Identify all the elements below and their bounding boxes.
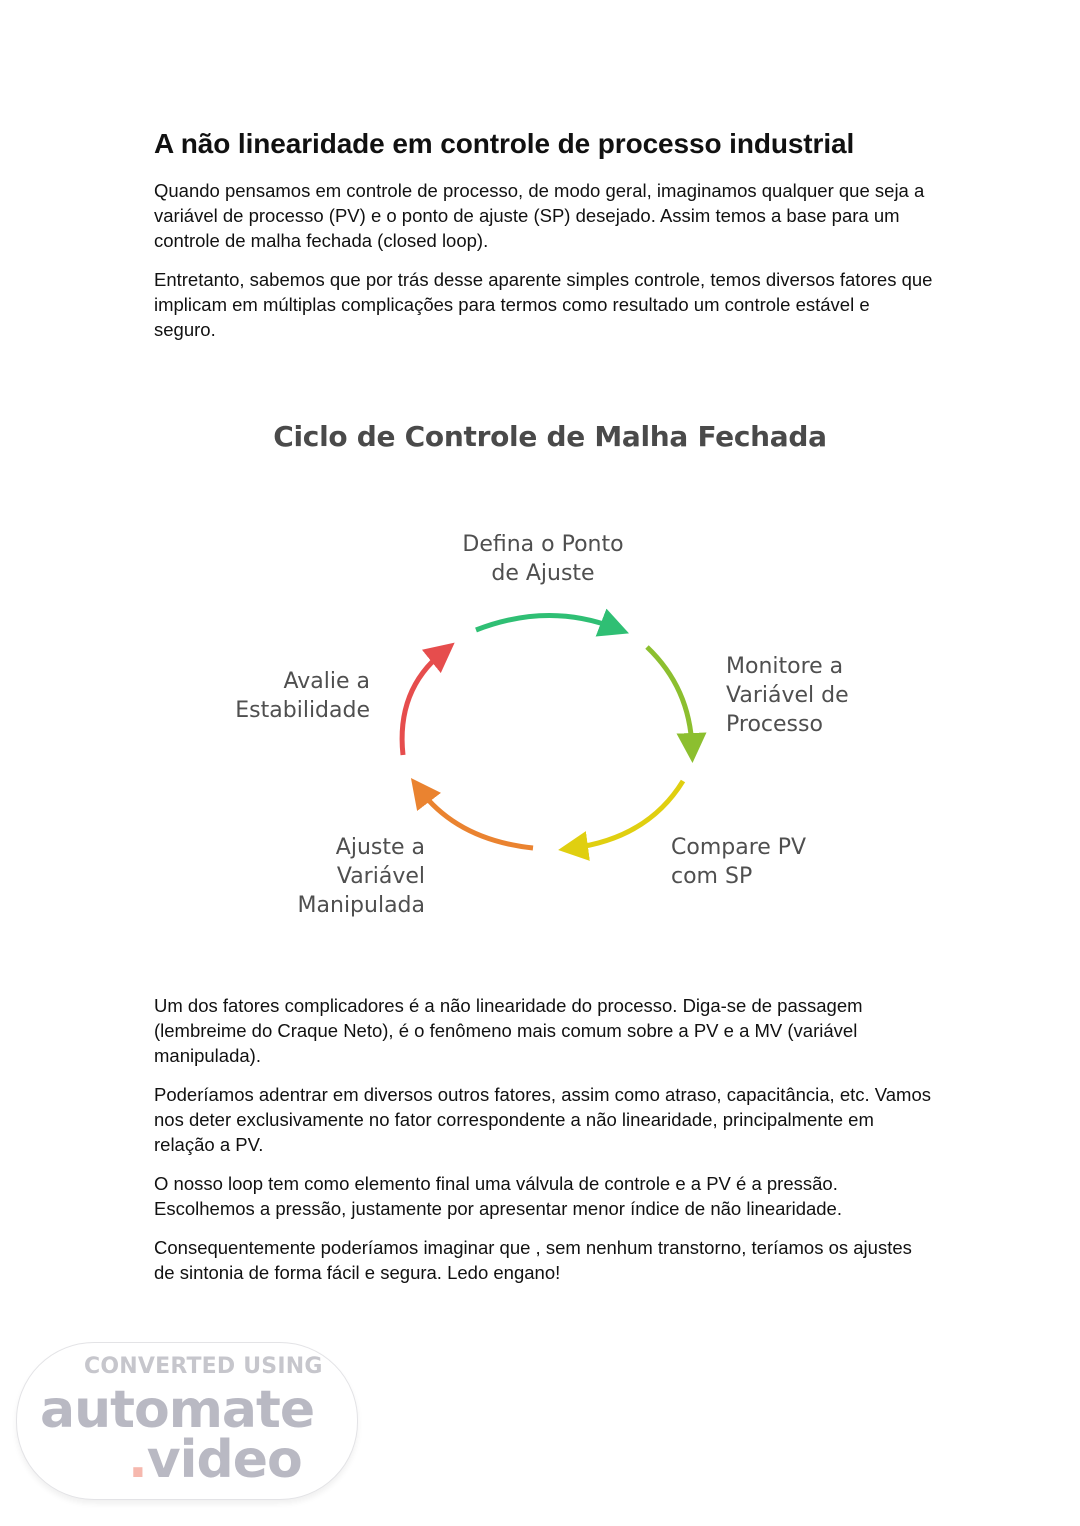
cycle-arrows (0, 380, 1080, 960)
intro-paragraph-1: Quando pensamos em controle de processo, de modo geral, imaginamos qualquer que seja a variável de processo (PV) e o ponto de ajuste (SP) desejado. Assim temos a base para um controle de malha fechada (closed loop). (154, 180, 925, 251)
watermark-dot: . (128, 1430, 147, 1490)
step-label-compare-pv-sp: Compare PV com SP (671, 835, 807, 889)
watermark-video-text (128, 1430, 302, 1490)
body-paragraph-2: Poderíamos adentrar em diversos outros fatores, assim como atraso, capacitância, etc. Vamos nos deter exclusivamente no fator correspondente a não linearidade, principalmente em relação a PV. (154, 1084, 931, 1155)
arrow-adjust-mv (420, 790, 533, 848)
closed-loop-cycle-diagram (0, 380, 1080, 960)
diagram-title: Ciclo de Controle de Malha Fechada (273, 420, 827, 453)
arrow-define-setpoint (476, 615, 615, 630)
body-paragraph-1: Um dos fatores complicadores é a não linearidade do processo. Diga-se de passagem (lembreime do Craque Neto), é o fenômeno mais comum sobre a PV e a MV (variável manipulada). (154, 995, 863, 1066)
step-label-adjust-mv: Ajuste a Variável Manipulada (297, 835, 425, 918)
watermark-converted-text: CONVERTED USING (84, 1354, 323, 1379)
step-label-monitor-pv: Monitore a Variável de Processo (726, 654, 849, 737)
body-paragraph-4: Consequentemente poderíamos imaginar que , sem nenhum transtorno, teríamos os ajustes de sintonia de forma fácil e segura. Ledo engano! (154, 1237, 912, 1283)
watermark-video-word: video (146, 1430, 302, 1490)
arrow-evaluate-stability (402, 652, 443, 755)
arrow-monitor-pv (647, 647, 692, 748)
watermark-automate-text: automate (40, 1380, 315, 1440)
page-title: A não linearidade em controle de processo industrial (154, 128, 855, 159)
body-paragraph-3: O nosso loop tem como elemento final uma válvula de controle e a PV é a pressão. Escolhemos a pressão, justamente por apresentar menor índice de não linearidade. (154, 1173, 842, 1219)
step-label-define-setpoint: Defina o Ponto de Ajuste (462, 532, 624, 586)
intro-paragraph-2: Entretanto, sabemos que por trás desse aparente simples controle, temos diversos fatores que implicam em múltiplas complicações para termos como resultado um controle estável e seguro. (154, 269, 933, 340)
arrow-compare-pv-sp (573, 781, 683, 848)
step-label-evaluate-stability: Avalie a Estabilidade (235, 669, 370, 723)
